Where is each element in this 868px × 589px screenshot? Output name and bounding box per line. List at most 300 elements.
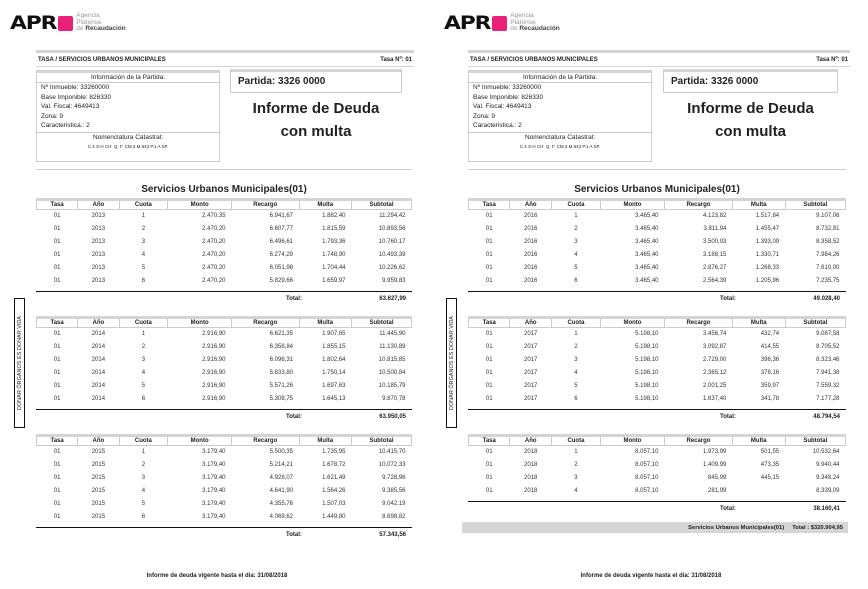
column-header: Cuota — [119, 318, 168, 328]
table-cell: 414,55 — [760, 344, 780, 350]
year-total-row — [36, 527, 412, 542]
table-cell: 4 — [574, 488, 578, 494]
info-fiscal: Val. Fiscal: 4649413 — [473, 103, 532, 110]
table-cell: 01 — [53, 396, 61, 402]
column-header: Tasa — [469, 318, 510, 328]
table-cell: 5.198,10 — [635, 357, 659, 363]
table-cell: 1.393,09 — [755, 239, 780, 245]
table-row — [37, 380, 412, 393]
table-cell: 8.339,09 — [816, 488, 840, 494]
logo-text: Agencia Platense de Recaudación — [510, 12, 560, 33]
table-cell: 8.358,52 — [816, 239, 840, 245]
info-title: Información de la Partida: — [37, 73, 219, 83]
column-header: Cuota — [119, 200, 168, 210]
tasa-label: TASA / SERVICIOS URBANOS MUNICIPALES — [470, 56, 598, 63]
footer-note: Informe de deuda vigente hasta el dia: 31/08/2018 — [146, 573, 288, 579]
tasa-header — [36, 50, 414, 67]
logo-text: Agencia Platense de Recaudación — [76, 12, 126, 33]
table-cell: 2013 — [91, 252, 106, 258]
column-header: Subtotal — [785, 436, 845, 446]
column-header: Subtotal — [785, 200, 845, 210]
table-cell: 2014 — [91, 357, 106, 363]
grand-total-label: Servicios Urbanos Municipales(01) — [688, 524, 785, 531]
table-cell: 10.760,17 — [378, 239, 406, 245]
partida-box: Partida: 3326 0000 — [230, 69, 402, 93]
table-cell: 1 — [141, 331, 146, 337]
table-cell: 8.705,52 — [816, 344, 840, 350]
section-title: Servicios Urbanos Municipales(01) — [574, 184, 740, 195]
column-header: Multa — [732, 436, 785, 446]
table-cell: 2 — [141, 344, 146, 350]
table-row — [469, 367, 846, 380]
column-header: Cuota — [551, 436, 600, 446]
table-row — [469, 236, 846, 249]
report-title: Informe de Deuda con multa — [687, 100, 814, 140]
table-cell: 4.123,82 — [703, 213, 727, 219]
table-cell: 1.455,47 — [755, 226, 780, 232]
table-cell: 2 — [141, 462, 146, 468]
table-cell: 10.500,84 — [378, 370, 406, 376]
table-header-row — [37, 200, 412, 210]
table-row — [37, 485, 412, 498]
column-header: Subtotal — [352, 200, 412, 210]
table-row — [469, 262, 846, 275]
table-row — [37, 472, 412, 485]
debt-table — [468, 198, 846, 288]
table-cell: 2 — [574, 226, 578, 232]
table-cell: 2015 — [91, 514, 106, 520]
table-cell: 3 — [574, 239, 578, 245]
table-row — [469, 459, 846, 472]
table-cell: 3.188,15 — [703, 252, 727, 258]
table-cell: 7.177,28 — [816, 396, 840, 402]
table-cell: 1 — [141, 213, 146, 219]
column-header: Recargo — [665, 318, 733, 328]
column-header: Multa — [299, 318, 352, 328]
table-cell: 2018 — [524, 462, 538, 468]
table-cell: 4 — [574, 252, 578, 258]
table-cell: 1.907,65 — [322, 331, 346, 337]
table-cell: 9.107,06 — [816, 213, 840, 219]
table-cell: 01 — [485, 344, 493, 350]
table-cell: 01 — [485, 449, 493, 455]
tasa-number: Tasa Nº: 01 — [380, 56, 412, 63]
table-row — [37, 341, 412, 354]
table-cell: 6.496,61 — [269, 239, 293, 245]
table-cell: 473,35 — [760, 462, 780, 468]
table-row — [37, 275, 412, 288]
info-inmueble: Nº Inmueble: 33260000 — [473, 84, 542, 91]
table-cell: 2.365,12 — [703, 370, 727, 376]
table-cell: 5 — [574, 383, 578, 389]
table-cell: 4 — [141, 370, 146, 376]
table-cell: 1 — [574, 449, 578, 455]
table-cell: 01 — [53, 475, 61, 481]
table-cell: 1.449,80 — [322, 514, 346, 520]
table-row — [37, 210, 412, 224]
table-cell: 8.057,10 — [635, 462, 659, 468]
table-cell: 2017 — [524, 331, 538, 337]
column-header: Recargo — [665, 200, 733, 210]
column-header: Año — [510, 318, 551, 328]
table-cell: 2.470,20 — [202, 226, 226, 232]
table-cell: 3.092,87 — [703, 344, 727, 350]
table-cell: 1.793,36 — [322, 239, 346, 245]
table-cell: 2.729,00 — [703, 357, 727, 363]
table-row — [469, 223, 846, 236]
table-cell: 1.748,90 — [322, 252, 346, 258]
table-cell: 2 — [574, 344, 578, 350]
table-cell: 2015 — [91, 462, 106, 468]
total-label: Total: — [720, 296, 736, 302]
table-cell: 01 — [485, 383, 493, 389]
table-cell: 1.645,13 — [322, 396, 346, 402]
table-cell: 1.697,63 — [322, 383, 346, 389]
column-header: Recargo — [232, 318, 300, 328]
table-cell: 2014 — [91, 396, 106, 402]
table-cell: 6.274,29 — [269, 252, 293, 258]
table-cell: 01 — [485, 357, 493, 363]
table-cell: 2013 — [91, 278, 106, 284]
table-row — [37, 446, 412, 460]
column-header: Multa — [299, 200, 352, 210]
table-cell: 378,16 — [760, 370, 780, 376]
table-cell: 3.465,40 — [635, 252, 659, 258]
table-cell: 4 — [141, 488, 146, 494]
table-cell: 2.916,90 — [202, 370, 226, 376]
column-header: Tasa — [37, 318, 78, 328]
table-cell: 5.571,26 — [269, 383, 293, 389]
table-cell: 1.735,95 — [322, 449, 346, 455]
debt-table — [36, 316, 412, 406]
table-cell: 01 — [53, 488, 61, 494]
table-row — [469, 275, 846, 288]
report-title: Informe de Deuda con multa — [252, 100, 380, 140]
year-block — [468, 198, 846, 306]
partida-info-box — [36, 70, 220, 162]
table-cell: 1.268,33 — [755, 265, 780, 271]
table-row — [469, 485, 846, 498]
table-row — [469, 249, 846, 262]
total-value: 49.028,40 — [813, 296, 840, 302]
table-row — [469, 472, 846, 485]
table-cell: 5 — [141, 383, 146, 389]
tasa-header — [468, 50, 850, 67]
section-title: Servicios Urbanos Municipales(01) — [141, 184, 307, 195]
table-cell: 01 — [485, 252, 493, 258]
year-total-row — [36, 409, 412, 424]
table-cell: 1.882,40 — [322, 213, 346, 219]
table-cell: 7.235,75 — [816, 278, 840, 284]
partida-info-box — [468, 70, 652, 162]
column-header: Tasa — [37, 200, 78, 210]
table-cell: 2.564,39 — [703, 278, 727, 284]
table-cell: 845,99 — [708, 475, 727, 481]
table-cell: 01 — [485, 488, 493, 494]
column-header: Monto — [600, 200, 664, 210]
table-cell: 3.811,94 — [703, 226, 727, 232]
column-header: Cuota — [551, 200, 600, 210]
table-row — [37, 223, 412, 236]
table-row — [469, 446, 846, 460]
table-cell: 01 — [485, 396, 493, 402]
table-cell: 1.409,99 — [703, 462, 727, 468]
table-cell: 01 — [485, 213, 493, 219]
year-total-row — [36, 291, 412, 306]
table-cell: 2.916,90 — [202, 396, 226, 402]
info-fiscal: Val. Fiscal: 4649413 — [41, 103, 100, 110]
table-cell: 2.916,90 — [202, 344, 226, 350]
table-cell: 6 — [574, 278, 578, 284]
table-cell: 10.185,79 — [378, 383, 406, 389]
table-cell: 01 — [53, 462, 61, 468]
table-cell: 1.678,72 — [322, 462, 346, 468]
table-cell: 3 — [141, 239, 146, 245]
table-cell: 445,15 — [760, 475, 780, 481]
table-cell: 2014 — [91, 370, 106, 376]
column-header: Monto — [600, 318, 664, 328]
table-cell: 10.226,62 — [378, 265, 406, 271]
table-cell: 2.876,27 — [703, 265, 727, 271]
table-cell: 11.445,90 — [379, 331, 406, 337]
table-cell: 7.610,00 — [816, 265, 840, 271]
table-cell: 3.465,40 — [635, 213, 659, 219]
tasa-label: TASA / SERVICIOS URBANOS MUNICIPALES — [38, 56, 166, 63]
year-total-row — [468, 409, 846, 424]
column-header: Recargo — [665, 436, 733, 446]
table-header-row — [469, 318, 846, 328]
table-cell: 2015 — [91, 501, 106, 507]
table-row — [37, 262, 412, 275]
table-cell: 01 — [485, 475, 493, 481]
table-cell: 2017 — [524, 370, 538, 376]
table-cell — [732, 485, 785, 498]
column-header: Recargo — [232, 436, 300, 446]
table-cell: 01 — [53, 449, 61, 455]
table-cell: 2018 — [524, 449, 538, 455]
table-header-row — [37, 318, 412, 328]
table-cell: 3.179,40 — [202, 488, 226, 494]
column-header: Monto — [168, 318, 232, 328]
table-cell: 1.973,99 — [703, 449, 727, 455]
table-cell: 2014 — [91, 331, 106, 337]
table-cell: 5 — [141, 501, 146, 507]
table-row — [37, 393, 412, 406]
apr-logo — [10, 13, 126, 33]
column-header: Año — [510, 436, 551, 446]
table-cell: 5.198,10 — [635, 344, 659, 350]
column-header: Tasa — [37, 436, 78, 446]
nomenclatura-label: Nomenclatura Catastral: — [469, 132, 651, 142]
column-header: Monto — [600, 436, 664, 446]
table-cell: 2017 — [524, 383, 538, 389]
column-header: Multa — [299, 436, 352, 446]
side-note: DONAR ÓRGANOS ES DONAR VIDA — [446, 298, 457, 428]
year-total-row — [468, 501, 846, 516]
table-row — [37, 328, 412, 342]
table-cell: 2013 — [91, 226, 106, 232]
table-cell: 6 — [141, 514, 146, 520]
column-header: Año — [78, 436, 119, 446]
debt-table — [36, 434, 412, 524]
table-cell: 3.456,74 — [703, 331, 727, 337]
grand-total-bar — [462, 522, 848, 533]
table-cell: 2017 — [524, 344, 538, 350]
table-cell: 2015 — [91, 449, 106, 455]
table-cell: 6 — [574, 396, 578, 402]
table-cell: 1.815,59 — [322, 226, 346, 232]
table-cell: 1.330,71 — [755, 252, 780, 258]
table-cell: 3 — [141, 475, 146, 481]
table-cell: 5.214,21 — [269, 462, 293, 468]
table-cell: 01 — [53, 213, 61, 219]
footer-note: Informe de deuda vigente hasta el dia: 31/08/2018 — [580, 573, 722, 579]
table-cell: 5 — [574, 265, 578, 271]
table-cell: 9.087,58 — [816, 331, 840, 337]
table-cell: 2016 — [524, 213, 538, 219]
table-cell: 01 — [485, 239, 493, 245]
table-cell: 01 — [53, 239, 61, 245]
table-cell: 8.698,82 — [382, 514, 406, 520]
logo-square-icon — [58, 16, 73, 31]
table-cell: 5 — [141, 265, 146, 271]
side-note: DONAR ÓRGANOS ES DONAR VIDA — [14, 298, 25, 428]
table-cell: 5.500,35 — [269, 449, 293, 455]
column-header: Tasa — [469, 436, 510, 446]
table-cell: 1.802,64 — [322, 357, 346, 363]
total-value: 38.160,41 — [813, 506, 840, 512]
table-cell: 8.057,10 — [635, 488, 659, 494]
table-cell: 1.637,40 — [703, 396, 727, 402]
year-block — [36, 316, 412, 424]
year-block — [36, 198, 412, 306]
table-cell: 6 — [141, 396, 146, 402]
table-row — [37, 354, 412, 367]
table-cell: 2017 — [524, 396, 538, 402]
table-cell: 10.532,64 — [812, 449, 840, 455]
table-cell: 4.355,76 — [269, 501, 293, 507]
table-cell: 5.833,80 — [269, 370, 293, 376]
table-cell: 4 — [141, 252, 146, 258]
column-header: Cuota — [119, 436, 168, 446]
table-cell: 3.465,40 — [635, 265, 659, 271]
table-row — [37, 249, 412, 262]
table-cell: 1 — [141, 449, 146, 455]
table-cell: 2018 — [524, 488, 538, 494]
table-cell: 2.470,20 — [202, 239, 226, 245]
table-cell: 1.517,84 — [755, 213, 780, 219]
table-cell: 01 — [53, 252, 61, 258]
divider — [36, 169, 412, 170]
table-cell: 10.893,56 — [378, 226, 406, 232]
info-zona: Zona: 9 — [473, 112, 496, 120]
table-cell: 3.179,40 — [202, 501, 226, 507]
table-cell: 01 — [485, 265, 493, 271]
table-cell: 10.072,33 — [378, 462, 406, 468]
table-cell: 3.465,40 — [635, 226, 659, 232]
table-cell: 11.130,89 — [379, 344, 406, 350]
table-cell: 1.564,26 — [322, 488, 346, 494]
table-cell: 4 — [574, 370, 578, 376]
table-cell: 01 — [485, 462, 493, 468]
apr-logo — [444, 13, 560, 33]
table-cell: 3.500,03 — [703, 239, 727, 245]
table-cell: 2.916,90 — [202, 383, 226, 389]
table-cell: 6.358,84 — [269, 344, 293, 350]
table-row — [37, 236, 412, 249]
table-cell: 1.205,96 — [755, 278, 780, 284]
table-cell: 4.069,62 — [269, 514, 293, 520]
table-cell: 4.928,07 — [269, 475, 293, 481]
table-cell: 2016 — [524, 226, 538, 232]
table-header-row — [37, 436, 412, 446]
table-cell: 9.042,19 — [382, 501, 406, 507]
table-cell: 01 — [53, 370, 61, 376]
table-cell: 2016 — [524, 278, 538, 284]
table-cell: 10.415,70 — [378, 449, 406, 455]
column-header: Año — [78, 318, 119, 328]
year-block — [468, 434, 846, 516]
nomenclatura-value: C.1 S.H CH. Q. F. CM.3 M.643 P.1 A SP. — [87, 143, 169, 149]
table-header-row — [469, 200, 846, 210]
column-header: Multa — [732, 318, 785, 328]
table-cell: 2.470,20 — [202, 278, 226, 284]
table-cell: 5.829,66 — [269, 278, 293, 284]
table-cell: 10.493,39 — [378, 252, 406, 258]
table-cell: 6 — [141, 278, 146, 284]
table-cell: 5.198,10 — [635, 396, 659, 402]
table-cell: 359,97 — [760, 383, 780, 389]
table-cell: 6.941,67 — [269, 213, 293, 219]
table-cell: 396,36 — [760, 357, 780, 363]
table-cell: 1.750,14 — [322, 370, 346, 376]
table-cell: 3.179,40 — [202, 514, 226, 520]
table-cell: 01 — [485, 278, 493, 284]
table-row — [469, 354, 846, 367]
table-cell: 2.916,90 — [202, 331, 226, 337]
table-cell: 8.732,81 — [816, 226, 840, 232]
table-cell: 01 — [53, 501, 61, 507]
column-header: Recargo — [232, 200, 300, 210]
table-cell: 3 — [574, 357, 578, 363]
table-cell: 5.198,10 — [635, 331, 659, 337]
column-header: Subtotal — [352, 436, 412, 446]
table-cell: 9.870,78 — [382, 396, 406, 402]
table-cell: 2.470,20 — [202, 252, 226, 258]
table-cell: 1.659,97 — [322, 278, 346, 284]
table-cell: 2015 — [91, 475, 106, 481]
table-cell: 01 — [53, 265, 61, 271]
debt-table — [468, 434, 846, 498]
logo-square-icon — [492, 16, 507, 31]
grand-total-value: Total : $320.904,95 — [792, 524, 843, 531]
column-header: Monto — [168, 436, 232, 446]
table-cell: 3.179,40 — [202, 449, 226, 455]
table-cell: 3 — [574, 475, 578, 481]
table-cell: 281,99 — [708, 488, 727, 494]
tasa-number: Tasa Nº: 01 — [816, 56, 848, 63]
table-cell: 1 — [574, 213, 578, 219]
table-cell: 5.198,10 — [635, 370, 659, 376]
table-cell: 2014 — [91, 344, 106, 350]
table-cell: 6.051,98 — [269, 265, 293, 271]
table-cell: 2 — [574, 462, 578, 468]
total-label: Total: — [720, 414, 736, 420]
table-cell: 01 — [53, 357, 61, 363]
table-row — [37, 511, 412, 524]
table-cell: 6.621,35 — [269, 331, 293, 337]
table-cell: 3.179,40 — [202, 462, 226, 468]
